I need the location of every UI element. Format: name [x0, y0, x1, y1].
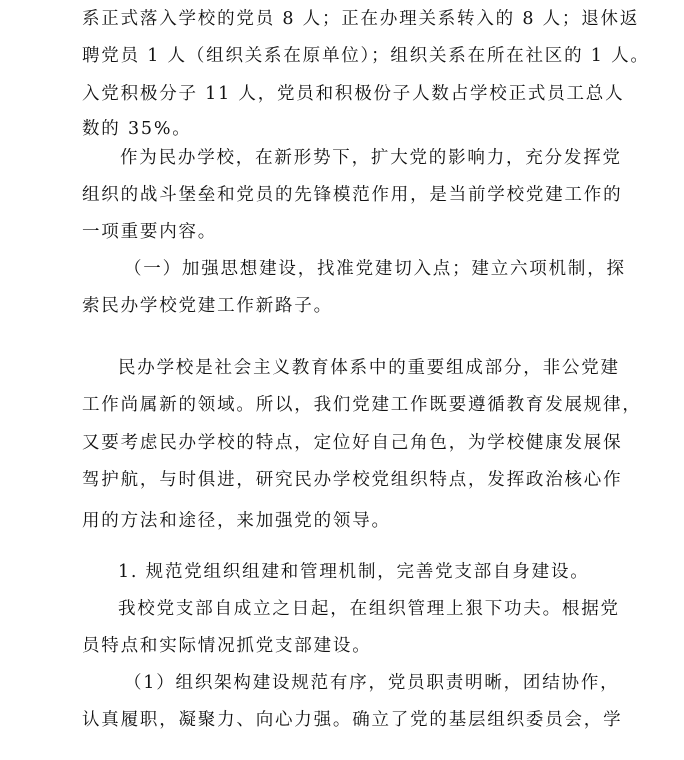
text-line: 系正式落入学校的党员 8 人；正在办理关系转入的 8 人；退休返: [82, 9, 640, 29]
text-line: 员特点和实际情况抓党支部建设。: [82, 636, 372, 656]
text-line: 入党积极分子 11 人，党员和积极份子人数占学校正式员工总人: [82, 84, 625, 104]
text-line: 工作尚属新的领域。所以，我们党建工作既要遵循教育发展规律，: [82, 395, 642, 415]
paragraph-start-line: 民办学校是社会主义教育体系中的重要组成部分，非公党建: [118, 358, 620, 378]
section-heading-line: 索民办学校党建工作新路子。: [82, 296, 333, 316]
text-line: 驾护航，与时俱进，研究民办学校党组织特点，发挥政治核心作: [82, 470, 623, 490]
text-line: 数的 35%。: [82, 119, 192, 139]
text-line: 一项重要内容。: [82, 222, 218, 242]
subheading-line: 1. 规范党组织组建和管理机制，完善党支部自身建设。: [118, 562, 590, 582]
text-line: 又要考虑民办学校的特点，定位好自己角色，为学校健康发展保: [82, 433, 623, 453]
text-line: 组织的战斗堡垒和党员的先锋模范作用，是当前学校党建工作的: [82, 185, 623, 205]
text-line: 认真履职，凝聚力、向心力强。确立了党的基层组织委员会，学: [82, 710, 623, 730]
paragraph-start-line: 我校党支部自成立之日起，在组织管理上狠下功夫。根据党: [118, 599, 620, 619]
section-heading-line: （一）加强思想建设，找准党建切入点；建立六项机制，探: [124, 259, 626, 279]
numbered-item-line: （1）组织架构建设规范有序，党员职责明晰，团结协作，: [124, 673, 620, 693]
text-line: 聘党员 1 人（组织关系在原单位）；组织关系在所在社区的 1 人。: [82, 46, 650, 66]
text-line: 用的方法和途径，来加强党的领导。: [82, 511, 391, 531]
paragraph-start-line: 作为民办学校，在新形势下，扩大党的影响力，充分发挥党: [120, 148, 622, 168]
